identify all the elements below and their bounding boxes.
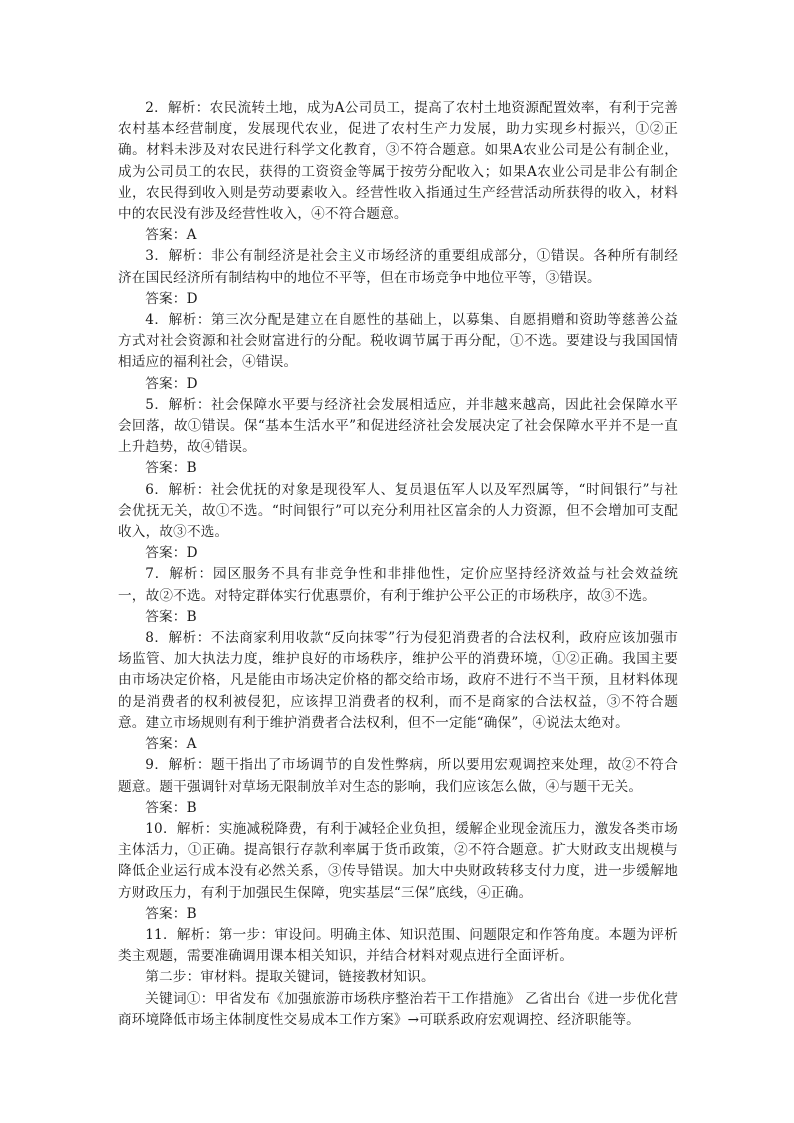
analysis-q10: 10．解析：实施减税降费，有利于减轻企业负担，缓解企业现金流压力，激发各类市场主体活力，①正确。提高银行存款利率属于货币政策，②不符合题意。扩大财政支出规模与降低企业运行成本没有必然关系，③传导错误。加大中央财政转移支付力度，进一步缓解地方财政压力，有利于加强民生保障，兜实基层“三保”底线，④正确。: [118, 820, 678, 901]
analysis-q8: 8．解析：不法商家利用收款“反向抹零”行为侵犯消费者的合法权利，政府应该加强市场监管、加大执法力度，维护良好的市场秩序，维护公平的消费环境，①②正确。我国主要由市场决定价格，凡是能由市场决定价格的都交给市场，政府不进行不当干预，且材料体现的是消费者的权利被侵犯，应该捍卫消费者的权利，而不是商家的合法权益，③不符合题意。建立市场规则有利于维护消费者合法权利，但不一定能“确保”，④说法太绝对。: [118, 630, 678, 731]
analysis-q11-keyword1: 关键词①：甲省发布《加强旅游市场秩序整治若干工作措施》 乙省出台《进一步优化营商环境降低市场主体制度性交易成本工作方案》→可联系政府宏观调控、经济职能等。: [118, 990, 678, 1028]
answer-q5: 答案：B: [145, 460, 197, 477]
analysis-q5: 5．解析：社会保障水平要与经济社会发展相适应，并非越来越高，因此社会保障水平会回落，故①错误。保“基本生活水平”和促进经济社会发展决定了社会保障水平并不是一直上升趋势，故④错误。: [118, 396, 678, 456]
answer-q7: 答案：B: [145, 608, 197, 625]
answer-q3: 答案：D: [145, 290, 198, 307]
answer-q8: 答案：A: [145, 736, 197, 753]
analysis-q11-step2: 第二步：审材料。提取关键词，链接教材知识。: [145, 969, 435, 986]
answer-analysis-content: [118, 98, 678, 1031]
answer-q10: 答案：B: [145, 905, 197, 922]
analysis-q9: 9．解析：题干指出了市场调节的自发性弊病，所以要用宏观调控来处理，故②不符合题意。题干强调针对草场无限制放羊对生态的影响，我们应该怎么做，④与题干无关。: [118, 757, 678, 795]
analysis-q3: 3．解析：非公有制经济是社会主义市场经济的重要组成部分，①错误。各种所有制经济在国民经济所有制结构中的地位不平等，但在市场竞争中地位平等，③错误。: [118, 248, 678, 286]
analysis-q2: 2．解析：农民流转土地，成为A公司员工，提高了农村土地资源配置效率，有利于完善农村基本经营制度，发展现代农业，促进了农村生产力发展，助力实现乡村振兴，①②正确。材料未涉及对农民进行科学文化教育，③不符合题意。如果A农业公司是公有制企业，成为公司员工的农民，获得的工资资金等属于按劳分配收入；如果A农业公司是非公有制企业，农民得到收入则是劳动要素收入。经营性收入指通过生产经营活动所获得的收入，材料中的农民没有涉及经营性收入，④不符合题意。: [118, 100, 678, 223]
analysis-q6: 6．解析：社会优抚的对象是现役军人、复员退伍军人以及军烈属等，“时间银行”与社会优抚无关，故①不选。“时间银行”可以充分利用社区富余的人力资源，但不会增加可支配收入，故③不选。: [118, 481, 678, 541]
answer-q4: 答案：D: [145, 375, 198, 392]
analysis-q4: 4．解析：第三次分配是建立在自愿性的基础上，以募集、自愿捐赠和资助等慈善公益方式对社会资源和社会财富进行的分配。税收调节属于再分配，①不选。要建设与我国国情相适应的福利社会，④错误。: [118, 312, 678, 371]
answer-q2: 答案：A: [145, 227, 197, 244]
analysis-q11-step1: 11．解析：第一步：审设问。明确主体、知识范围、问题限定和作答角度。本题为评析类主观题，需要准确调用课本相关知识，并结合材料对观点进行全面评析。: [118, 926, 678, 965]
analysis-q7: 7．解析：园区服务不具有非竞争性和非排他性，定价应坚持经济效益与社会效益统一，故②不选。对特定群体实行优惠票价，有利于维护公平公正的市场秩序，故③不选。: [118, 566, 678, 604]
answer-q6: 答案：D: [145, 545, 198, 562]
answer-q9: 答案：B: [145, 799, 197, 816]
